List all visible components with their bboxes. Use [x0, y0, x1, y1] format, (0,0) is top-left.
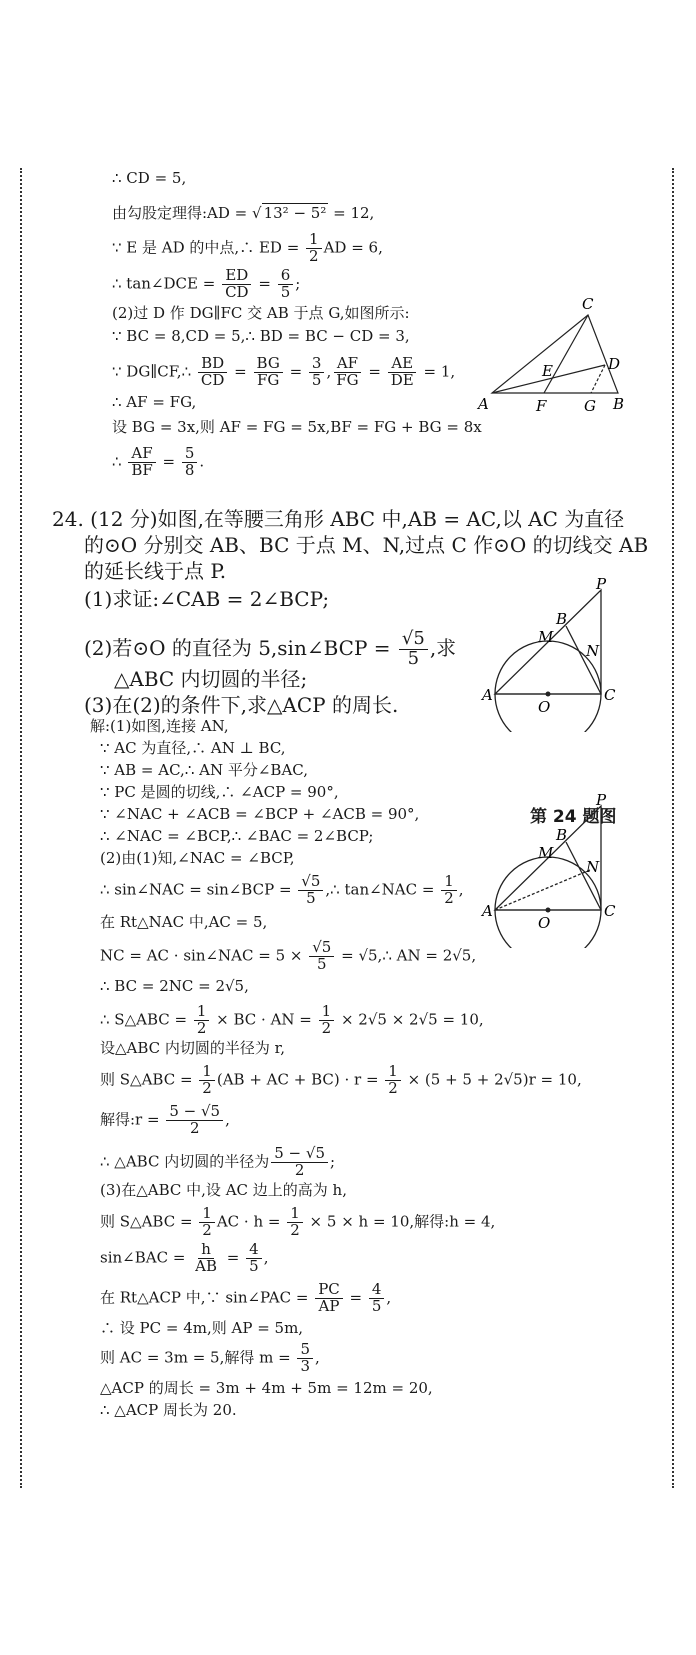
label-f: F [536, 397, 547, 415]
label-c: C [604, 686, 616, 704]
text-line: 在 Rt△ACP 中,∵ sin∠PAC = $\frac{PC}{AP}$ = $\frac{4}{5}$ , [100, 1280, 392, 1315]
problem-line: 的⊙O 分别交 AB、BC 于点 M、N,过点 C 作⊙O 的切线交 AB [84, 533, 649, 557]
label-c: C [582, 295, 594, 313]
label-n: N [586, 642, 600, 660]
circle-figure-1 [480, 572, 640, 732]
text-line: 设 BG = 3x,则 AF = FG = 5x,BF = FG + BG = 8x [112, 418, 482, 436]
text-line: ∴ tan∠DCE = $\frac{ED}{CD}$ = $\frac{6}{5}$ ; [112, 266, 301, 301]
problem-line: △ABC 内切圆的半径; [114, 667, 308, 691]
label-b: B [613, 395, 625, 413]
label-n: N [586, 858, 600, 876]
text-line: ∴ AF = FG, [112, 393, 197, 411]
label-a: A [482, 902, 493, 920]
text-line: ∴ $\frac{AF}{BF}$ = $\frac{5}{8}$ . [112, 444, 205, 479]
text-line: sin∠BAC = $\frac{h}{AB}$ = $\frac{4}{5}$ , [100, 1240, 269, 1275]
line-dg [591, 365, 605, 393]
label-c: C [604, 902, 616, 920]
label-p: P [596, 791, 607, 809]
label-b: B [556, 610, 568, 628]
text-line: 设△ABC 内切圆的半径为 r, [100, 1039, 285, 1057]
text-line: NC = AC · sin∠NAC = 5 × $\frac{√5}{5}$ = √5,∴ AN = 2√5, [100, 938, 477, 973]
problem-line: (3)在(2)的条件下,求△ACP 的周长. [84, 693, 399, 717]
label-a: A [482, 686, 493, 704]
text-line: ∴ S△ABC = $\frac{1}{2}$ × BC · AN = $\frac{1}{2}$ × 2√5 × 2√5 = 10, [100, 1002, 484, 1037]
label-p: P [596, 575, 607, 593]
label-g: G [584, 397, 596, 415]
label-m: M [538, 628, 554, 646]
text-line: ∵ ∠NAC + ∠ACB = ∠BCP + ∠ACB = 90°, [100, 805, 420, 823]
text-line: (2)过 D 作 DG∥FC 交 AB 于点 G,如图所示: [112, 304, 410, 322]
text-line: △ACP 的周长 = 3m + 4m + 5m = 12m = 20, [100, 1379, 433, 1397]
problem-line: (1)求证:∠CAB = 2∠BCP; [84, 587, 330, 611]
text-line: ∴ BC = 2NC = 2√5, [100, 977, 249, 995]
left-border-line [20, 168, 22, 1488]
text-line: ∴ sin∠NAC = sin∠BCP = $\frac{√5}{5}$ ,∴ tan∠NAC = $\frac{1}{2}$ , [100, 872, 464, 907]
label-a: A [478, 395, 489, 413]
text-line: ∴ ∠NAC = ∠BCP,∴ ∠BAC = 2∠BCP; [100, 827, 374, 845]
text-line: ∵ PC 是圆的切线,∴ ∠ACP = 90°, [100, 783, 339, 801]
label-m: M [538, 844, 554, 862]
text-line: ∴ △ACP 周长为 20. [100, 1401, 237, 1419]
text-line: ∴ △ABC 内切圆的半径为 $\frac{5 - √5}{2}$ ; [100, 1144, 336, 1179]
text-line: 解得:r = $\frac{5 - √5}{2}$ , [100, 1102, 230, 1137]
label-b: B [556, 826, 568, 844]
problem-line: 24. (12 分)如图,在等腰三角形 ABC 中,AB = AC,以 AC 为直径 [52, 507, 625, 531]
label-e: E [542, 362, 553, 380]
circle-figure-2 [480, 788, 640, 948]
text-line: 则 S△ABC = $\frac{1}{2}$ (AB + AC + BC) · r = $\frac{1}{2}$ × (5 + 5 + 2√5)r = 10, [100, 1062, 582, 1097]
text-line: 则 S△ABC = $\frac{1}{2}$ AC · h = $\frac{1}{2}$ × 5 × h = 10,解得:h = 4, [100, 1204, 496, 1239]
text-line: ∴ 设 PC = 4m,则 AP = 5m, [100, 1319, 304, 1337]
problem-line: (2)若⊙O 的直径为 5,sin∠BCP = $\frac{√5}{5}$ ,求 [84, 628, 457, 669]
text-line: ∴ CD = 5, [112, 169, 187, 187]
text-line: (2)由(1)知,∠NAC = ∠BCP, [100, 849, 295, 867]
text-line: ∵ AB = AC,∴ AN 平分∠BAC, [100, 761, 308, 779]
text-line: 在 Rt△NAC 中,AC = 5, [100, 913, 268, 931]
text-line: ∵ DG∥CF,∴ $\frac{BD}{CD}$ = $\frac{BG}{FG}$ = $\frac{3}{5}$ , $\frac{AF}{FG}$ = $\frac{AE}{DE}$ = 1, [112, 354, 456, 389]
text-line: ∵ AC 为直径,∴ AN ⊥ BC, [100, 739, 286, 757]
text-line: ∵ BC = 8,CD = 5,∴ BD = BC − CD = 3, [112, 327, 410, 345]
line-fc [544, 315, 588, 393]
right-border-line [672, 168, 674, 1488]
text-line: 则 AC = 3m = 5,解得 m = $\frac{5}{3}$ , [100, 1340, 320, 1375]
label-o: O [538, 698, 551, 716]
text-line: 解:(1)如图,连接 AN, [90, 717, 229, 735]
problem-line: 的延长线于点 P. [84, 559, 227, 583]
text-line: 由勾股定理得:AD = √ 13² − 5² = 12, [112, 204, 375, 222]
label-o: O [538, 914, 551, 932]
text-line: (3)在△ABC 中,设 AC 边上的高为 h, [100, 1181, 347, 1199]
text-line: ∵ E 是 AD 的中点,∴ ED = $\frac{1}{2}$ AD = 6, [112, 230, 383, 265]
triangle-figure [470, 295, 630, 425]
figure-caption: 第 24 题图 [530, 807, 617, 827]
label-d: D [608, 355, 621, 373]
